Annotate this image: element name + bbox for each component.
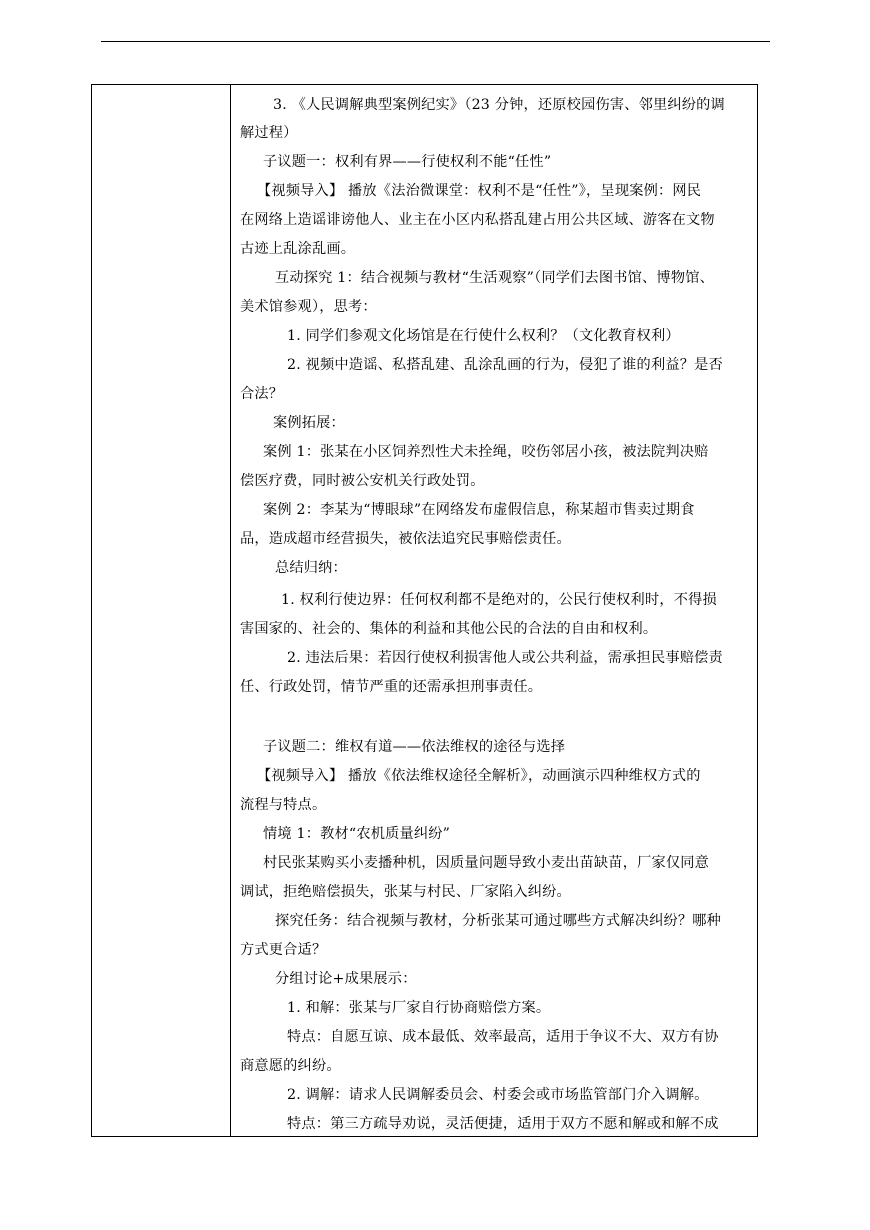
text-line: 古迹上乱涂乱画。: [240, 241, 356, 257]
text-line: 任、行政处罚，情节严重的还需承担刑事责任。: [240, 679, 543, 695]
text-line: 解过程）: [240, 125, 298, 141]
text-line: 情境 1：教材“农机质量纠纷”: [263, 826, 451, 842]
list-item: 1. 同学们参观文化场馆是在行使什么权利？（文化教育权利）: [287, 328, 680, 344]
text-line: 案例 2：李某为“博眼球”在网络发布虚假信息，称某超市售卖过期食: [263, 502, 695, 518]
text-line: 品，造成超市经营损失，被依法追究民事赔偿责任。: [240, 531, 571, 547]
text-line: 村民张某购买小麦播种机，因质量问题导致小麦出苗缺苗，厂家仅同意: [263, 855, 710, 871]
subtopic-heading: 子议题一：权利有界——行使权利不能“任性”: [263, 154, 552, 170]
text-line: 3. 《人民调解典型案例纪实》（23 分钟，还原校园伤害、邻里纠纷的调: [273, 97, 725, 113]
text-line: 合法？: [240, 386, 284, 402]
section-label: 总结归纳：: [275, 560, 347, 576]
text-line: 互动探究 1：结合视频与教材“生活观察”（同学们去图书馆、博物馆、: [275, 270, 714, 286]
list-item: 2. 违法后果：若因行使权利损害他人或公共利益，需承担民事赔偿责: [287, 650, 723, 666]
text-line: 案例 1：张某在小区饲养烈性犬未拴绳，咬伤邻居小孩，被法院判决赔: [263, 444, 709, 460]
text-line: 商意愿的纠纷。: [240, 1058, 341, 1074]
list-item: 1. 和解：张某与厂家自行协商赔偿方案。: [287, 1000, 551, 1016]
list-item: 2. 调解：请求人民调解委员会、村委会或市场监管部门介入调解。: [287, 1087, 709, 1103]
text-line: 方式更合适？: [240, 942, 327, 958]
header-rule: [101, 41, 770, 42]
text-line: 特点：第三方疏导劝说，灵活便捷，适用于双方不愿和解或和解不成: [287, 1116, 719, 1132]
label-column: [92, 85, 231, 1136]
text-line: 在网络上造谣诽谤他人、业主在小区内私搭乱建占用公共区域、游客在文物: [240, 212, 715, 228]
list-item: 2. 视频中造谣、私搭乱建、乱涂乱画的行为，侵犯了谁的利益？是否: [287, 357, 723, 373]
text-line: 偿医疗费，同时被公安机关行政处罚。: [240, 473, 485, 489]
text-line: 调试，拒绝赔偿损失，张某与村民、厂家陷入纠纷。: [240, 884, 571, 900]
section-label: 案例拓展：: [273, 415, 345, 431]
text-line: 【视频导入】 播放《法治微课堂：权利不是“任性”》，呈现案例：网民: [257, 183, 702, 199]
text-line: 流程与特点。: [240, 797, 327, 813]
text-line: 害国家的、社会的、集体的利益和其他公民的合法的自由和权利。: [240, 621, 658, 637]
subtopic-heading: 子议题二：维权有道——依法维权的途径与选择: [263, 739, 566, 755]
content-table: [91, 84, 758, 1137]
text-line: 探究任务：结合视频与教材，分析张某可通过哪些方式解决纠纷？哪种: [275, 913, 722, 929]
text-line: 美术馆参观），思考：: [240, 299, 377, 315]
section-label: 分组讨论+成果展示：: [275, 971, 417, 987]
content-column: [231, 85, 757, 1136]
text-line: 特点：自愿互谅、成本最低、效率最高，适用于争议不大、双方有协: [287, 1029, 719, 1045]
list-item: 1. 权利行使边界：任何权利都不是绝对的，公民行使权利时，不得损: [281, 592, 717, 608]
text-line: 【视频导入】 播放《依法维权途径全解析》，动画演示四种维权方式的: [257, 768, 701, 784]
